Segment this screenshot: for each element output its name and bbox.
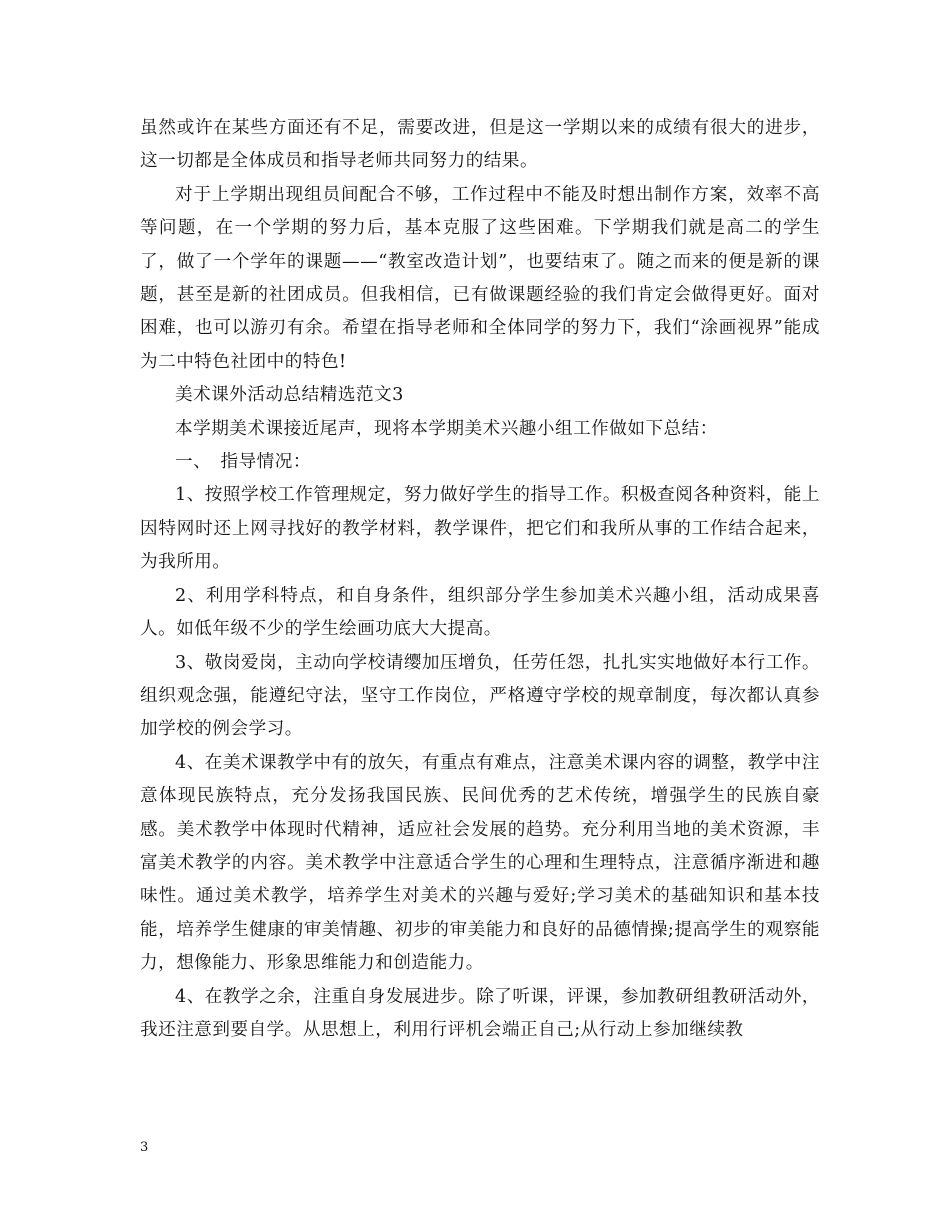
document-body: [140, 112, 820, 1047]
list-item-3: 3、敬岗爱岗，主动向学校请缨加压增负，任劳任怨，扎扎实实地做好本行工作。组织观念强，能遵纪守法，坚守工作岗位，严格遵守学校的规章制度，每次都认真参加学校的例会学习。: [140, 652, 820, 740]
list-item-1: 1、按照学校工作管理规定，努力做好学生的指导工作。积极查阅各种资料，能上因特网时还上网寻找好的教学材料，教学课件，把它们和我所从事的工作结合起来，为我所用。: [140, 485, 820, 573]
paragraph-intro: 本学期美术课接近尾声，现将本学期美术兴趣小组工作做如下总结：: [175, 418, 718, 439]
list-item-2: 2、利用学科特点，和自身条件，组织部分学生参加美术兴趣小组，活动成果喜人。如低年级不少的学生绘画功底大大提高。: [140, 585, 820, 640]
page-number: 3: [140, 1140, 149, 1155]
subheading-guidance: 一、 指导情况：: [175, 452, 311, 473]
section-heading: 美术课外活动总结精选范文3: [175, 385, 404, 406]
list-item-4b: 4、在教学之余，注重自身发展进步。除了听课，评课，参加教研组教研活动外，我还注意到要自学。从思想上，利用行评机会端正自己;从行动上参加继续教: [140, 986, 820, 1040]
paragraph-difficulties: 对于上学期出现组员间配合不够，工作过程中不能及时想出制作方案，效率不高等问题，在一个学期的努力后，基本克服了这些困难。下学期我们就是高二的学生了，做了一个学年的课题——“教室改造计划”，也要结束了。随之而来的便是新的课题，甚至是新的社团成员。但我相信，已有做课题经验的我们肯定会做得更好。面对困难，也可以游刃有余。希望在指导老师和全体同学的努力下，我们“涂画视界”能成为二中特色社团中的特色!: [140, 184, 820, 372]
paragraph-continuation: 虽然或许在某些方面还有不足，需要改进，但是这一学期以来的成绩有很大的进步，这一切都是全体成员和指导老师共同努力的结果。: [140, 118, 820, 172]
list-item-4: 4、在美术课教学中有的放矢，有重点有难点，注意美术课内容的调整，教学中注意体现民族特点，充分发扬我国民族、民间优秀的艺术传统，增强学生的民族自豪感。美术教学中体现时代精神，适应社会发展的趋势。充分利用当地的美术资源，丰富美术教学的内容。美术教学中注意适合学生的心理和生理特点，注意循序渐进和趣味性。通过美术教学，培养学生对美术的兴趣与爱好;学习美术的基础知识和基本技能，培养学生健康的审美情趣、初步的审美能力和良好的品德情操;提高学生的观察能力，想像能力、形象思维能力和创造能力。: [140, 752, 820, 974]
